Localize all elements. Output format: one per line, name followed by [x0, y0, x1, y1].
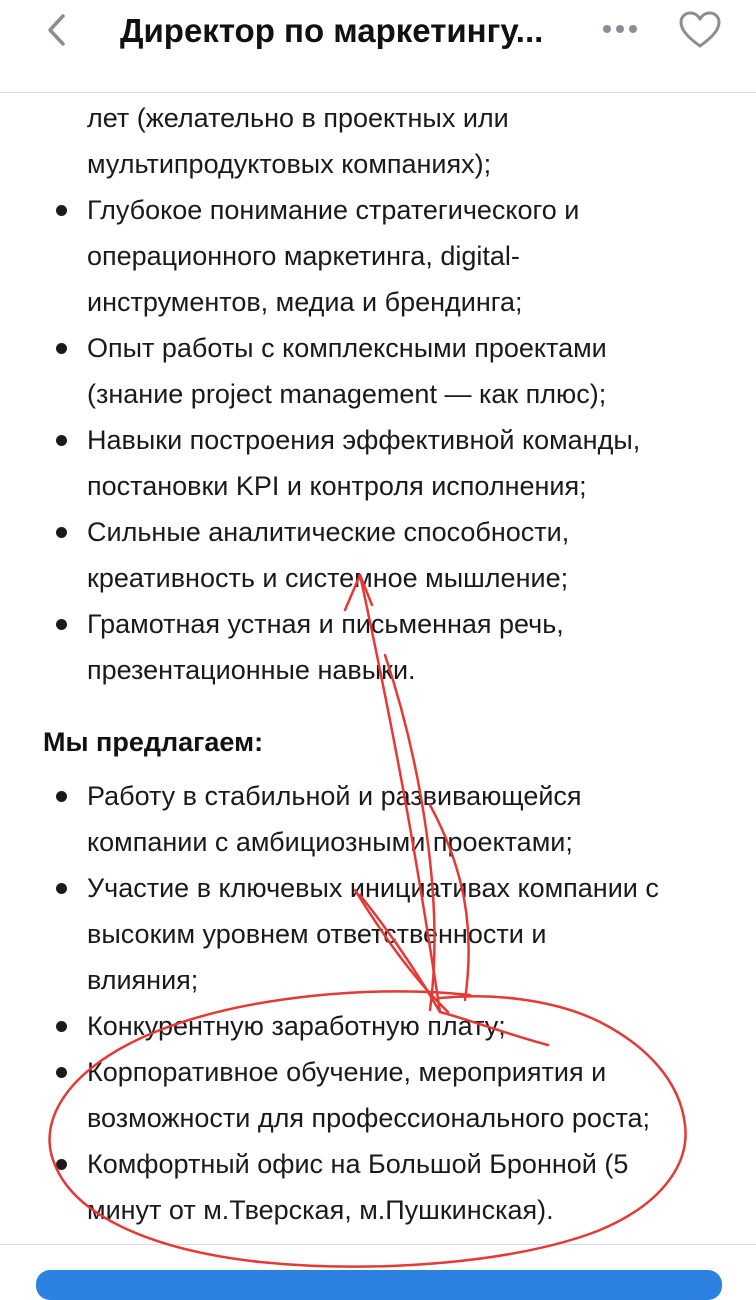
list-item-line: Грамотная устная и письменная речь, — [87, 609, 564, 639]
footer-divider — [0, 1244, 756, 1245]
list-item-line: Участие в ключевых инициативах компании с — [87, 873, 659, 903]
chevron-left-icon — [44, 12, 68, 48]
list-item-line: креативность и системное мышление; — [87, 563, 569, 593]
apply-button[interactable] — [36, 1270, 722, 1300]
list-item-line: операционного маркетинга, digital- — [87, 241, 520, 271]
bullet-icon — [56, 435, 67, 446]
heart-outline-icon — [678, 10, 722, 50]
bullet-icon — [56, 791, 67, 802]
list-item-line: Комфортный офис на Большой Бронной (5 — [87, 1149, 629, 1179]
list-item-line: мультипродуктовых компаниях); — [87, 149, 492, 179]
list-item-line: постановки KPI и контроля исполнения; — [87, 471, 587, 501]
list-item-line: компании с амбициозными проектами; — [87, 827, 573, 857]
list-item-line: Работу в стабильной и развивающейся — [87, 781, 582, 811]
list-item-line: высоким уровнем ответственности и — [87, 919, 547, 949]
list-item-line: инструментов, медиа и брендинга; — [87, 287, 523, 317]
bullet-icon — [56, 1067, 67, 1078]
vacancy-description — [0, 94, 756, 1244]
offer-heading: Мы предлагаем: — [43, 727, 264, 757]
page-title: Директор по маркетингу... — [120, 12, 544, 49]
list-item-line: (знание project management — как плюс); — [87, 379, 607, 409]
list-item-line: Опыт работы с комплексными проектами — [87, 333, 607, 363]
favorite-button[interactable] — [674, 6, 726, 54]
list-item-line: Конкурентную заработную плату; — [87, 1011, 506, 1041]
bullet-icon — [56, 1159, 67, 1170]
list-item-line: Навыки построения эффективной команды, — [87, 425, 641, 455]
more-dots-icon — [602, 24, 638, 34]
bullet-icon — [56, 619, 67, 630]
bullet-icon — [56, 1021, 67, 1032]
bullet-icon — [56, 883, 67, 894]
bullet-icon — [56, 205, 67, 216]
list-item-line: влияния; — [87, 965, 199, 995]
app-header — [0, 0, 756, 93]
list-item-line: Корпоративное обучение, мероприятия и — [87, 1057, 607, 1087]
list-item-line: Глубокое понимание стратегического и — [87, 195, 580, 225]
list-item-line: возможности для профессионального роста; — [87, 1103, 651, 1133]
bullet-icon — [56, 527, 67, 538]
list-item-line: презентационные навыки. — [87, 655, 416, 685]
list-item-line: лет (желательно в проектных или — [87, 103, 509, 133]
list-item-line: минут от м.Тверская, м.Пушкинская). — [87, 1195, 554, 1225]
bullet-icon — [56, 343, 67, 354]
back-button[interactable] — [34, 8, 78, 52]
more-button[interactable] — [596, 14, 644, 44]
list-item-line: Сильные аналитические способности, — [87, 517, 570, 547]
